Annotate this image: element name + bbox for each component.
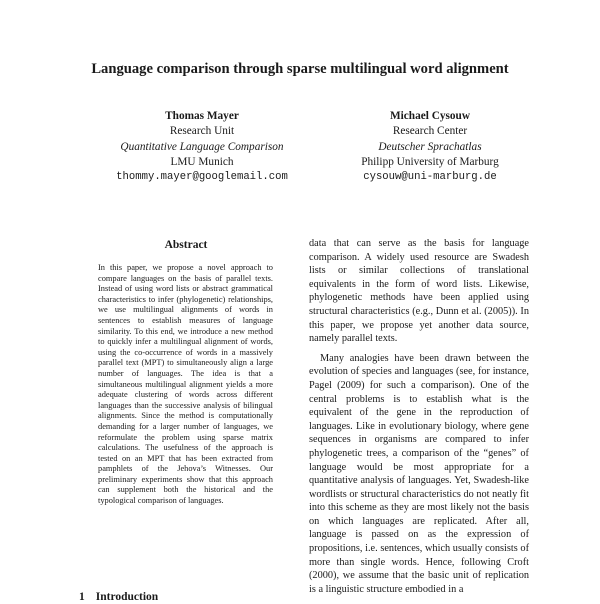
author-affiliation: Research Unit bbox=[169, 125, 235, 138]
body-paragraph: data that can serve as the basis for language comparison. A widely used resource are Swadesh lists or similar collections of translational equivalents in the form of word lists. Likewise, phylogenetic methods have been applied using structural characteristics (e.g., Dunn et al. (2005)). In this paper, we propose yet another data source, namely parallel texts. bbox=[309, 238, 529, 345]
abstract-text: In this paper, we propose a novel approach to compare languages on the basis of parallel texts. Instead of using word lists or abstract grammatical characteristics to infer (phylogenetic) relationships, we use multilingual alignments of words in sentences to establish measures of language similarity. To this end, we introduce a new method to quickly infer a multilingual alignment of words, using the co-occurrence of words in a massively parallel text (MPT) to simultaneously align a large number of languages. The idea is that a simultaneous multilingual alignment yields a more adequate clustering of words across different languages than the successive analysis of bilingual alignments. Since the method is computationally demanding for a larger number of languages, we reformulate the problem using sparse matrix calculations. The usefulness of the approach is tested on an MPT that has been extracted from pamphlets of the Jehova’s Witnesses. Our preliminary experiments show that this approach can supplement both the historical and the typological comparison of languages. bbox=[98, 263, 273, 506]
author-organization: Deutscher Sprachatlas bbox=[378, 140, 482, 153]
author-block-1 bbox=[72, 109, 332, 185]
paper-title: Language comparison through sparse multilingual word alignment bbox=[91, 61, 509, 77]
author-name: Michael Cysouw bbox=[389, 110, 471, 122]
author-name: Thomas Mayer bbox=[165, 110, 239, 122]
author-email: cysouw@uni-marburg.de bbox=[363, 171, 497, 184]
author-block-2 bbox=[300, 109, 560, 185]
author-institution: Philipp University of Marburg bbox=[361, 155, 499, 168]
author-institution: LMU Munich bbox=[170, 155, 234, 168]
abstract-heading: Abstract bbox=[164, 239, 208, 251]
author-email: thommy.mayer@googlemail.com bbox=[116, 171, 288, 184]
author-organization: Quantitative Language Comparison bbox=[120, 140, 284, 153]
section-title: Introduction bbox=[95, 591, 159, 603]
body-paragraph: Many analogies have been drawn between the evolution of species and languages (see, for instance, Pagel (2009) for such a comparison). One of the central problems is to establish what is the equivalent of the gene in the reproduction of languages. Like in evolutionary biology, where gene sequences in organisms are compared to infer phylogenetic trees, a comparison of the “genes” of language would be most appropriate for a quantitative analysis of languages. Yet, Swadesh-like wordlists or structural characteristics do not neatly fit into this scheme as they are most likely not the basis on which languages are replicated. After all, language is passed on as the expression of propositions, i.e. sentences, which usually consists of more than single words. Hence, following Croft (2000), we assume that the basic unit of replication is a linguistic structure embodied in a bbox=[309, 352, 529, 595]
author-affiliation: Research Center bbox=[392, 125, 468, 138]
section-number: 1 bbox=[79, 591, 85, 603]
body-column-right bbox=[309, 237, 529, 596]
section-heading-introduction bbox=[79, 590, 158, 604]
